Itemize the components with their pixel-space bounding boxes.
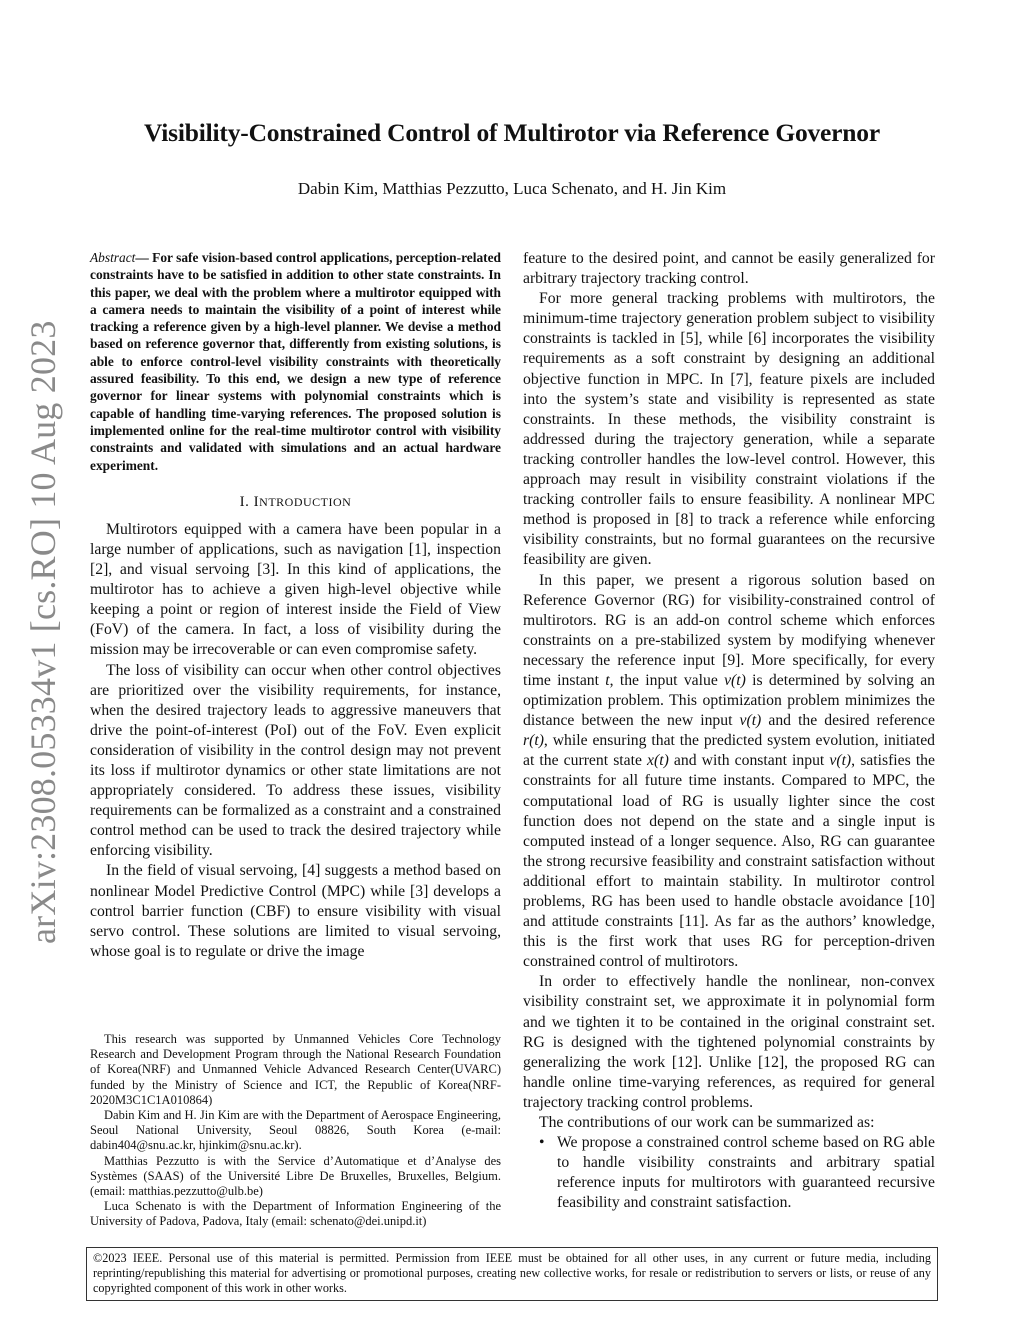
abstract-text: — For safe vision-based control applications, perception-related constraints have to be satisfied in addition to other state constraints. In this paper, we deal with the problem where a multirotor equipped with a camera needs to maintain the visibility of a point of interest while tracking a reference given by a high-level planner. We devise a method based on reference governor that, differently from existing solutions, is able to enforce control-level visibility constraints with theoretically assured feasibility. To this end, we design a new type of reference governor for linear systems with polynomial constraints which is capable of handling time-varying references. The proposed solution is implemented online for the real-time multirotor control with visibility constraints and validated with simulations and an actual hardware experiment.	[90, 250, 501, 473]
right-paragraph-2: In this paper, we present a rigorous solution based on Reference Governor (RG) for visibility-constrained control of multirotors. RG is an add-on control scheme which enforces constraints on a pre-stabilized system by modifying whenever necessary the reference input [9]. More specifically, for every time instant t, the input value v(t) is determined by solving an optimization problem. This optimization problem minimizes the distance between the new input v(t) and the desired reference r(t), while ensuring that the predicted system evolution, initiated at the current state x(t) and with constant input v(t), satisfies the constraints for all future time instants. Compared to MPC, the computational load of RG is usually lighter since the cost function does not depend on the state and a single input is computed instead of a longer sequence. Also, RG can guarantee the strong recursive feasibility and constraint satisfaction without additional effort to maintain stability. In multirotor control problems, RG has been used to handle obstacle avoidance [10] and attitude constraints [11]. As far as the authors’ knowledge, this is the first work that uses RG for perception-driven constrained control of multirotors.	[523, 571, 936, 971]
right-paragraph-4: The contributions of our work can be summarized as:	[539, 1114, 875, 1132]
footnotes	[90, 1032, 501, 1230]
footnote-funding: This research was supported by Unmanned Vehicles Core Technology Research and Development Program through the National Research Foundation of Korea(NRF) and Unmanned Vehicle Advanced Research Center(UVARC) funded by the Ministry of Science and ICT, the Republic of Korea(NRF-2020M3C1C1A010864)	[90, 1032, 501, 1107]
abstract-label: Abstract	[90, 250, 136, 265]
section-heading-introduction: I. INTRODUCTION	[239, 493, 352, 510]
intro-paragraph-1: Multirotors equipped with a camera have been popular in a large number of applications, such as navigation [1], inspection [2], and visual servoing [3]. In this kind of applications, the multirotor has to achieve a given high-level objective while keeping a point or region of interest inside the Field of View (FoV) of the camera. In fact, a loss of visibility during the mission may be irrecoverable or can even compromise safety.	[90, 520, 501, 659]
bullet-icon: •	[539, 1134, 545, 1152]
copyright-notice: ©2023 IEEE. Personal use of this material is permitted. Permission from IEEE must be obtained for all other uses, in any current or future media, including reprinting/republishing this material for advertising or promotional purposes, creating new collective works, for resale or redistribution to servers or lists, or reuse of any copyrighted component of this work in other works.	[86, 1247, 938, 1301]
contributions-list	[523, 1133, 935, 1213]
footnote-kim: Dabin Kim and H. Jin Kim are with the Department of Aerospace Engineering, Seoul National University, Seoul 08826, South Korea (e-mail: dabin404@snu.ac.kr, hjinkim@snu.ac.kr).	[90, 1108, 501, 1153]
right-paragraph-1: For more general tracking problems with multirotors, the minimum-time trajectory generation problem subject to visibility constraints is tackled in [5], while [6] incorporates the visibility requirements as a soft constraint by designing an additional objective function in MPC. In [7], feature pixels are included into the system’s state and visibility is represented as state constraints. In these methods, the visibility constraint is addressed during the trajectory generation, while a separate tracking controller handles the low-level control. However, this approach may result in visibility constraint violations if the tracking controller fails to ensure feasibility. A nonlinear MPC method is proposed in [8] to track a reference while enforcing visibility constraints, but no formal guarantees on the recursive feasibility are given.	[523, 290, 935, 569]
footnote-pezzutto: Matthias Pezzutto is with the Service d’Automatique et d’Analyse des Systèmes (SAAS) of the Université Libre De Bruxelles, Bruxelles, Belgium. (email: matthias.pezzutto@ulb.be)	[90, 1153, 501, 1199]
paper-authors: Dabin Kim, Matthias Pezzutto, Luca Schenato, and H. Jin Kim	[297, 179, 727, 198]
paper-title: Visibility-Constrained Control of Multirotor via Reference Governor	[144, 118, 880, 147]
list-item: • We propose a constrained control scheme based on RG able to handle visibility constraints and arbitrary spatial reference inputs for multirotors with guaranteed recursive feasibility and constraint satisfaction.	[539, 1134, 935, 1212]
right-paragraph-0: feature to the desired point, and cannot be easily generalized for arbitrary trajectory tracking control.	[523, 250, 935, 288]
footnote-schenato: Luca Schenato is with the Department of Information Engineering of the University of Padova, Padova, Italy (email: schenato@dei.unipd.it)	[90, 1199, 501, 1229]
right-paragraph-3: In order to effectively handle the nonlinear, non-convex visibility constraint set, we approximate it in polynomial form and we tighten it to be contained in the original constraint set. RG is designed with the tightened polynomial constraints by generalizing the work [12]. Unlike [12], the proposed RG can handle online time-varying references, as required for general trajectory tracking control problems.	[523, 973, 935, 1111]
right-column	[523, 249, 935, 1214]
arxiv-stamp: arXiv:2308.05334v1 [cs.RO] 10 Aug 2023	[23, 320, 63, 944]
left-column	[90, 249, 501, 962]
abstract	[90, 249, 501, 474]
intro-paragraph-3: In the field of visual servoing, [4] suggests a method based on nonlinear Model Predictive Control (MPC) while [3] develops a control barrier function (CBF) to ensure visibility with visual servo control. These solutions are limited to visual servoing, whose goal is to regulate or drive the image	[90, 862, 501, 960]
intro-paragraph-2: The loss of visibility can occur when other control objectives are prioritized over the visibility requirements, for instance, when the desired trajectory leads to aggressive maneuvers that drive the point-of-interest (PoI) out of the FoV. Even explicit consideration of visibility in the control design may not prevent its loss if multirotor dynamics or other state limitations are not appropriately considered. To address these issues, visibility requirements can be formalized as a constraint and a constrained control method can be used to track the desired trajectory while enforcing visibility.	[90, 661, 501, 860]
